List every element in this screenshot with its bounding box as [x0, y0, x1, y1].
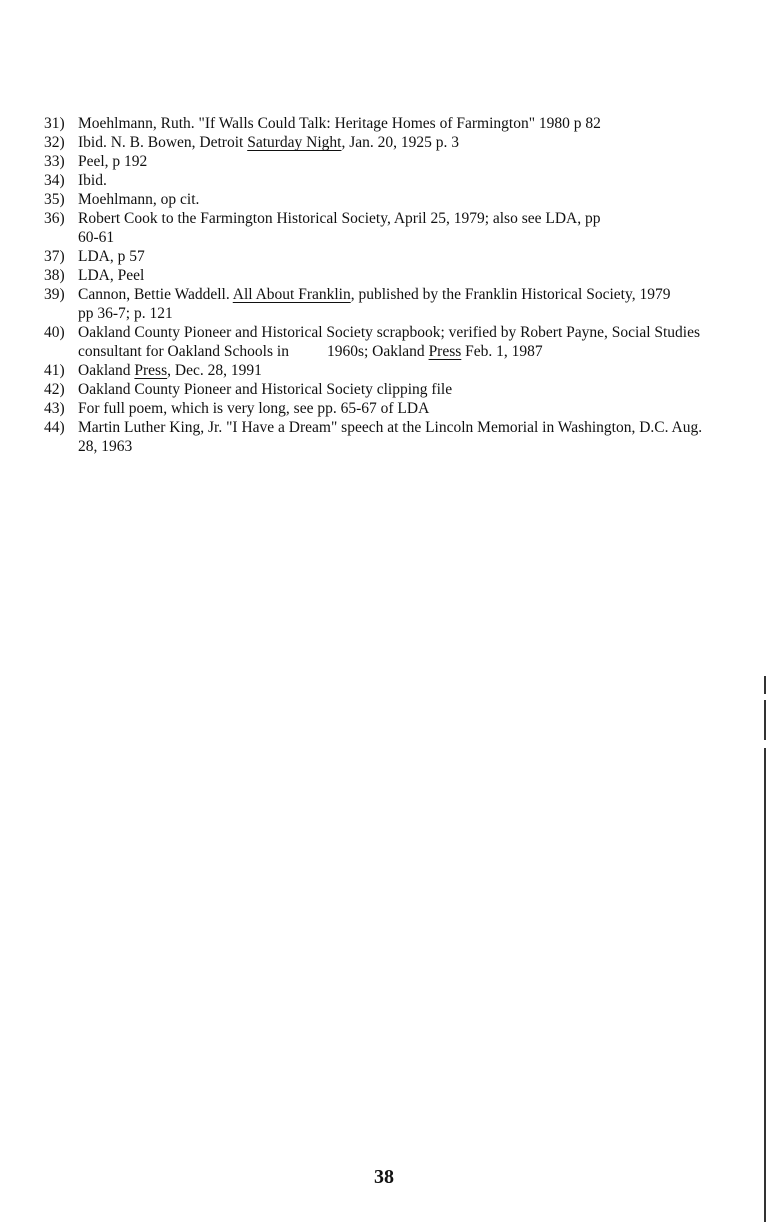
endnote-number: 38)	[44, 267, 65, 284]
endnote-38	[44, 266, 766, 285]
scan-edge-line	[764, 700, 766, 740]
citation-text: 1960s; Oakland	[326, 343, 429, 360]
citation-text: Ibid. N. B. Bowen, Detroit	[78, 134, 248, 151]
endnote-number: 31)	[44, 115, 65, 132]
publication-title: Press	[428, 343, 462, 360]
endnote-number: 40)	[44, 324, 65, 341]
endnote-text-continued: 60-61	[78, 229, 115, 246]
endnote-41	[44, 361, 766, 380]
endnote-number: 43)	[44, 400, 65, 417]
publication-title: All About Franklin	[232, 286, 351, 303]
endnote-text: LDA, p 57	[78, 248, 145, 265]
endnote-text: Robert Cook to the Farmington Historical Society, April 25, 1979; also see LDA, pp	[78, 210, 601, 227]
endnote-number: 44)	[44, 419, 65, 436]
endnote-32	[44, 133, 766, 152]
endnote-text: Ibid.	[78, 172, 107, 189]
endnote-number: 37)	[44, 248, 65, 265]
endnote-35	[44, 190, 766, 209]
page-number: 38	[374, 1166, 394, 1188]
publication-title: Saturday Night	[247, 134, 342, 151]
endnote-text: Oakland County Pioneer and Historical Society scrapbook; verified by Robert Payne, Social Studies	[78, 324, 701, 341]
endnote-36	[44, 209, 766, 247]
endnote-number: 42)	[44, 381, 65, 398]
endnote-text-continued	[78, 342, 766, 361]
endnote-33	[44, 152, 766, 171]
endnote-text-continued: 28, 1963	[78, 438, 133, 455]
scan-edge-line	[764, 748, 766, 1222]
endnote-43	[44, 399, 766, 418]
endnote-text	[78, 361, 766, 380]
endnote-31	[44, 114, 766, 133]
citation-text: Feb. 1, 1987	[461, 343, 543, 360]
endnote-text: Martin Luther King, Jr. "I Have a Dream" speech at the Lincoln Memorial in Washington, D.C. Aug.	[78, 419, 703, 436]
endnote-text: Oakland County Pioneer and Historical Society clipping file	[78, 381, 453, 398]
endnote-text: Peel, p 192	[78, 153, 148, 170]
endnote-number: 41)	[44, 362, 65, 379]
citation-text: , Jan. 20, 1925 p. 3	[341, 134, 460, 151]
citation-text: , Dec. 28, 1991	[167, 362, 262, 379]
citation-text: Cannon, Bettie Waddell.	[78, 286, 233, 303]
citation-text: Oakland	[78, 362, 135, 379]
endnote-text	[78, 133, 766, 152]
endnote-number: 39)	[44, 286, 65, 303]
endnotes-list	[44, 114, 766, 456]
endnote-37	[44, 247, 766, 266]
endnote-number: 33)	[44, 153, 65, 170]
citation-text: consultant for Oakland Schools in	[78, 343, 289, 360]
endnote-34	[44, 171, 766, 190]
endnote-39	[44, 285, 766, 323]
endnote-number: 35)	[44, 191, 65, 208]
endnote-text: For full poem, which is very long, see pp. 65-67 of LDA	[78, 400, 430, 417]
publication-title: Press	[134, 362, 168, 379]
scan-edge-line	[764, 676, 766, 694]
endnote-number: 36)	[44, 210, 65, 227]
endnote-44	[44, 418, 766, 456]
endnote-text: LDA, Peel	[78, 267, 145, 284]
endnote-42	[44, 380, 766, 399]
endnote-number: 32)	[44, 134, 65, 151]
endnote-text: Moehlmann, op cit.	[78, 191, 200, 208]
endnote-text	[78, 285, 766, 304]
citation-text: , published by the Franklin Historical Society, 1979	[350, 286, 671, 303]
endnote-40	[44, 323, 766, 361]
endnote-number: 34)	[44, 172, 65, 189]
endnote-text: Moehlmann, Ruth. "If Walls Could Talk: Heritage Homes of Farmington" 1980 p 82	[78, 115, 601, 132]
endnote-text-continued: pp 36-7; p. 121	[78, 305, 173, 322]
